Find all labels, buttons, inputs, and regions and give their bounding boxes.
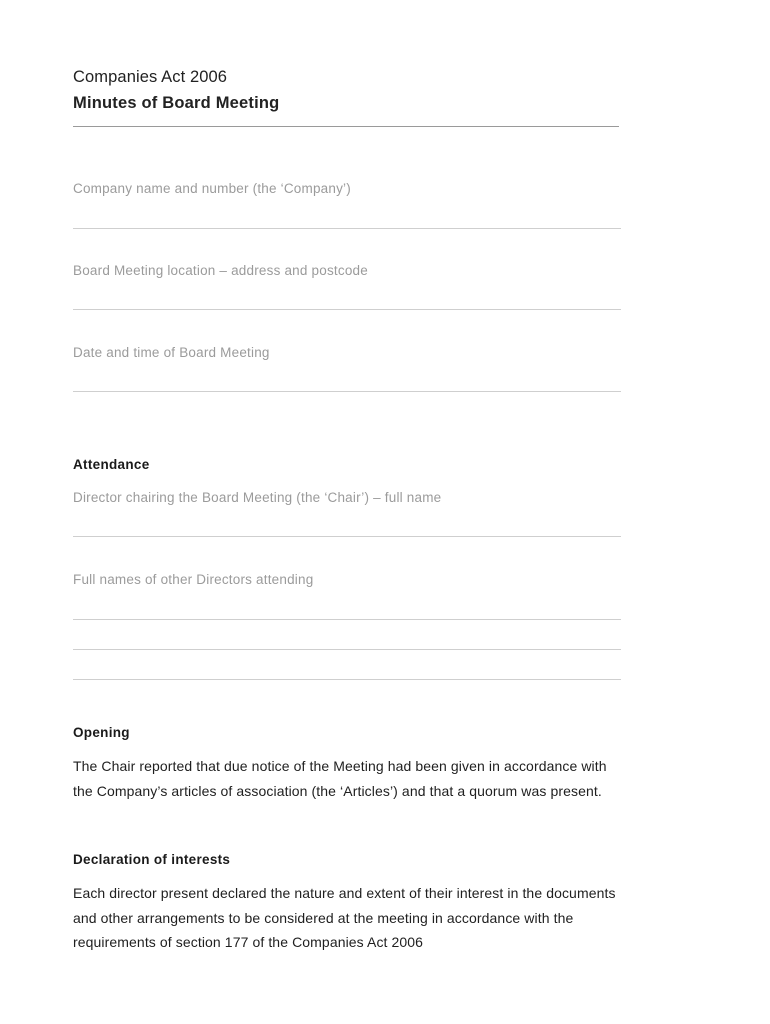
- datetime-field-line[interactable]: [73, 391, 621, 392]
- other-directors-line-2[interactable]: [73, 649, 621, 650]
- document-title: Companies Act 2006: [73, 68, 228, 86]
- company-field-line[interactable]: [73, 228, 621, 229]
- declaration-paragraph: Each director present declared the nature and extent of their interest in the documents and other arrangements to be considered at the meeting in accordance with the requirements of section 177 of the Companies Act 2006: [73, 885, 616, 950]
- attendance-heading: Attendance: [73, 457, 150, 472]
- title-divider: [73, 126, 619, 127]
- opening-paragraph: The Chair reported that due notice of the Meeting had been given in accordance with the Company’s articles of association (the ‘Articles’) and that a quorum was present.: [73, 758, 607, 799]
- other-directors-line-1[interactable]: [73, 619, 621, 620]
- opening-heading: Opening: [73, 725, 130, 740]
- location-field-line[interactable]: [73, 309, 621, 310]
- company-field-label: Company name and number (the ‘Company’): [73, 181, 351, 196]
- declaration-heading: Declaration of interests: [73, 852, 231, 867]
- other-directors-field-label: Full names of other Directors attending: [73, 572, 314, 587]
- other-directors-line-3[interactable]: [73, 679, 621, 680]
- chair-field-line[interactable]: [73, 536, 621, 537]
- chair-field-label: Director chairing the Board Meeting (the ‘Chair’) – full name: [73, 490, 442, 505]
- datetime-field-label: Date and time of Board Meeting: [73, 345, 270, 360]
- location-field-label: Board Meeting location – address and postcode: [73, 263, 368, 278]
- document-subtitle: Minutes of Board Meeting: [73, 94, 280, 112]
